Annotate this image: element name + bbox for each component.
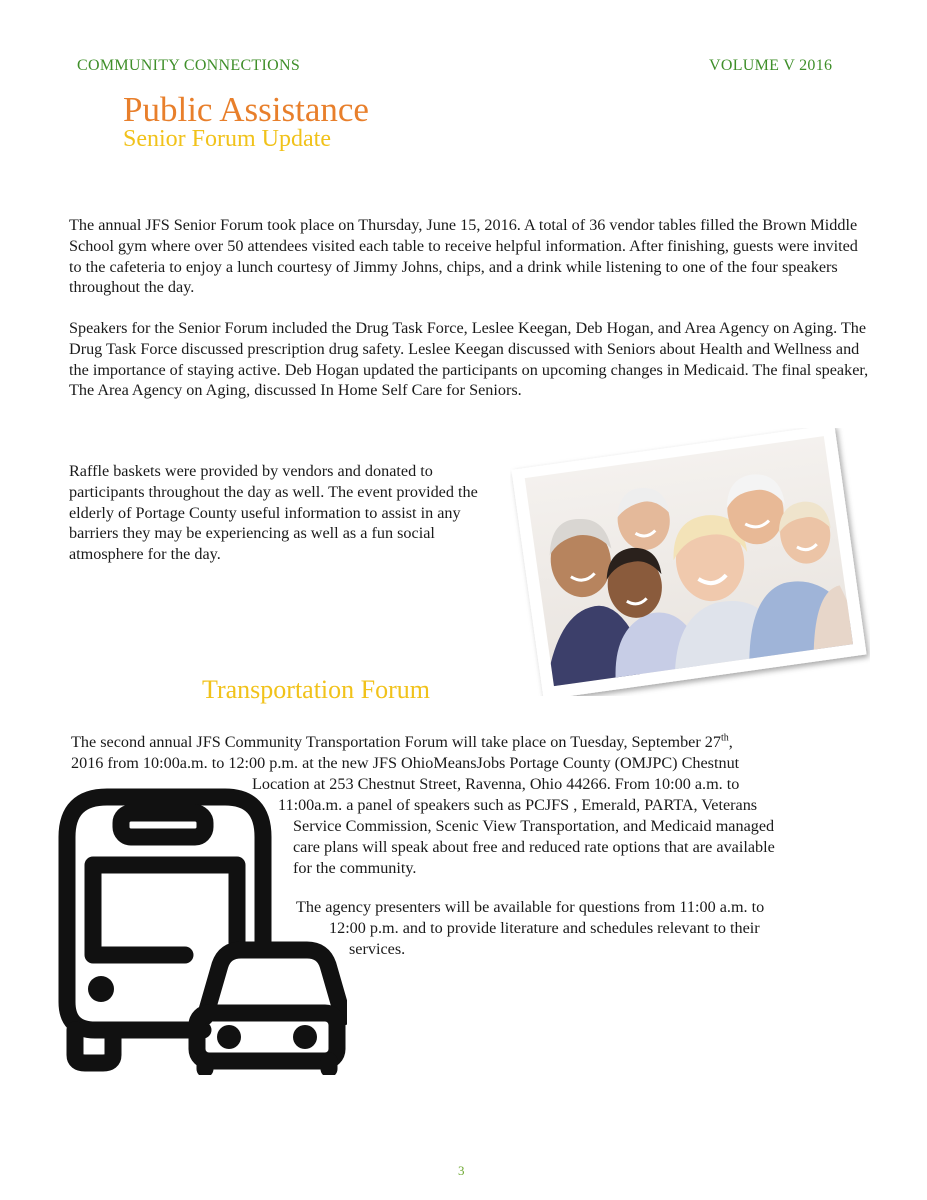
transportation-line-6: care plans will speak about free and reduced rate options that are available [293, 838, 775, 856]
transportation-line-7: for the community. [293, 859, 417, 877]
transportation-line-1: The second annual JFS Community Transportation Forum will take place on Tuesday, September 27th, [71, 732, 733, 751]
transportation-line-3: Location at 253 Chestnut Street, Ravenna, Ohio 44266. From 10:00 a.m. to [252, 775, 740, 793]
transportation-line-4: 11:00a.m. a panel of speakers such as PCJFS , Emerald, PARTA, Veterans [278, 796, 758, 814]
transportation-line-5: Service Commission, Scenic View Transportation, and Medicaid managed [293, 817, 775, 835]
senior-forum-paragraph-2: Speakers for the Senior Forum included the Drug Task Force, Leslee Keegan, Deb Hogan, and Area Agency on Aging. The Drug Task Force discussed prescription drug safety. Leslee Keegan discussed with Seniors about Health and Wellness and the importance of staying active. Deb Hogan updated the participants on upcoming changes in Medicaid. The final speaker, The Area Agency on Aging, discussed In Home Self Care for Seniors. [69, 319, 869, 400]
section-title: Public Assistance [123, 90, 369, 129]
newsletter-name: COMMUNITY CONNECTIONS [77, 57, 301, 74]
transportation-forum-title: Transportation Forum [202, 675, 430, 704]
transportation-line-2: 2016 from 10:00a.m. to 12:00 p.m. at the new JFS OhioMeansJobs Portage County (OMJPC) Chestnut [71, 754, 740, 772]
senior-forum-paragraph-1: The annual JFS Senior Forum took place on Thursday, June 15, 2016. A total of 36 vendor tables filled the Brown Middle School gym where over 50 attendees visited each table to receive helpful information. After finishing, guests were invited to the cafeteria to enjoy a lunch courtesy of Jimmy Johns, chips, and a drink while listening to one of the four speakers throughout the day. [69, 216, 858, 297]
bus-and-car-icon [55, 785, 347, 1075]
group-of-seniors-photo [510, 428, 870, 696]
page-number: 3 [458, 1163, 465, 1178]
senior-forum-paragraph-3: Raffle baskets were provided by vendors and donated to participants throughout the day as well. The event provided the elderly of Portage County useful information to assist in any barriers they may be experiencing as well as a fun social atmosphere for the day. [69, 462, 478, 564]
transportation-line-8: The agency presenters will be available for questions from 11:00 a.m. to [296, 898, 765, 916]
volume-label: VOLUME V 2016 [709, 57, 833, 74]
transportation-line-10: services. [349, 940, 406, 958]
section-subtitle: Senior Forum Update [123, 126, 331, 152]
transportation-line-9: 12:00 p.m. and to provide literature and schedules relevant to their [329, 919, 760, 937]
